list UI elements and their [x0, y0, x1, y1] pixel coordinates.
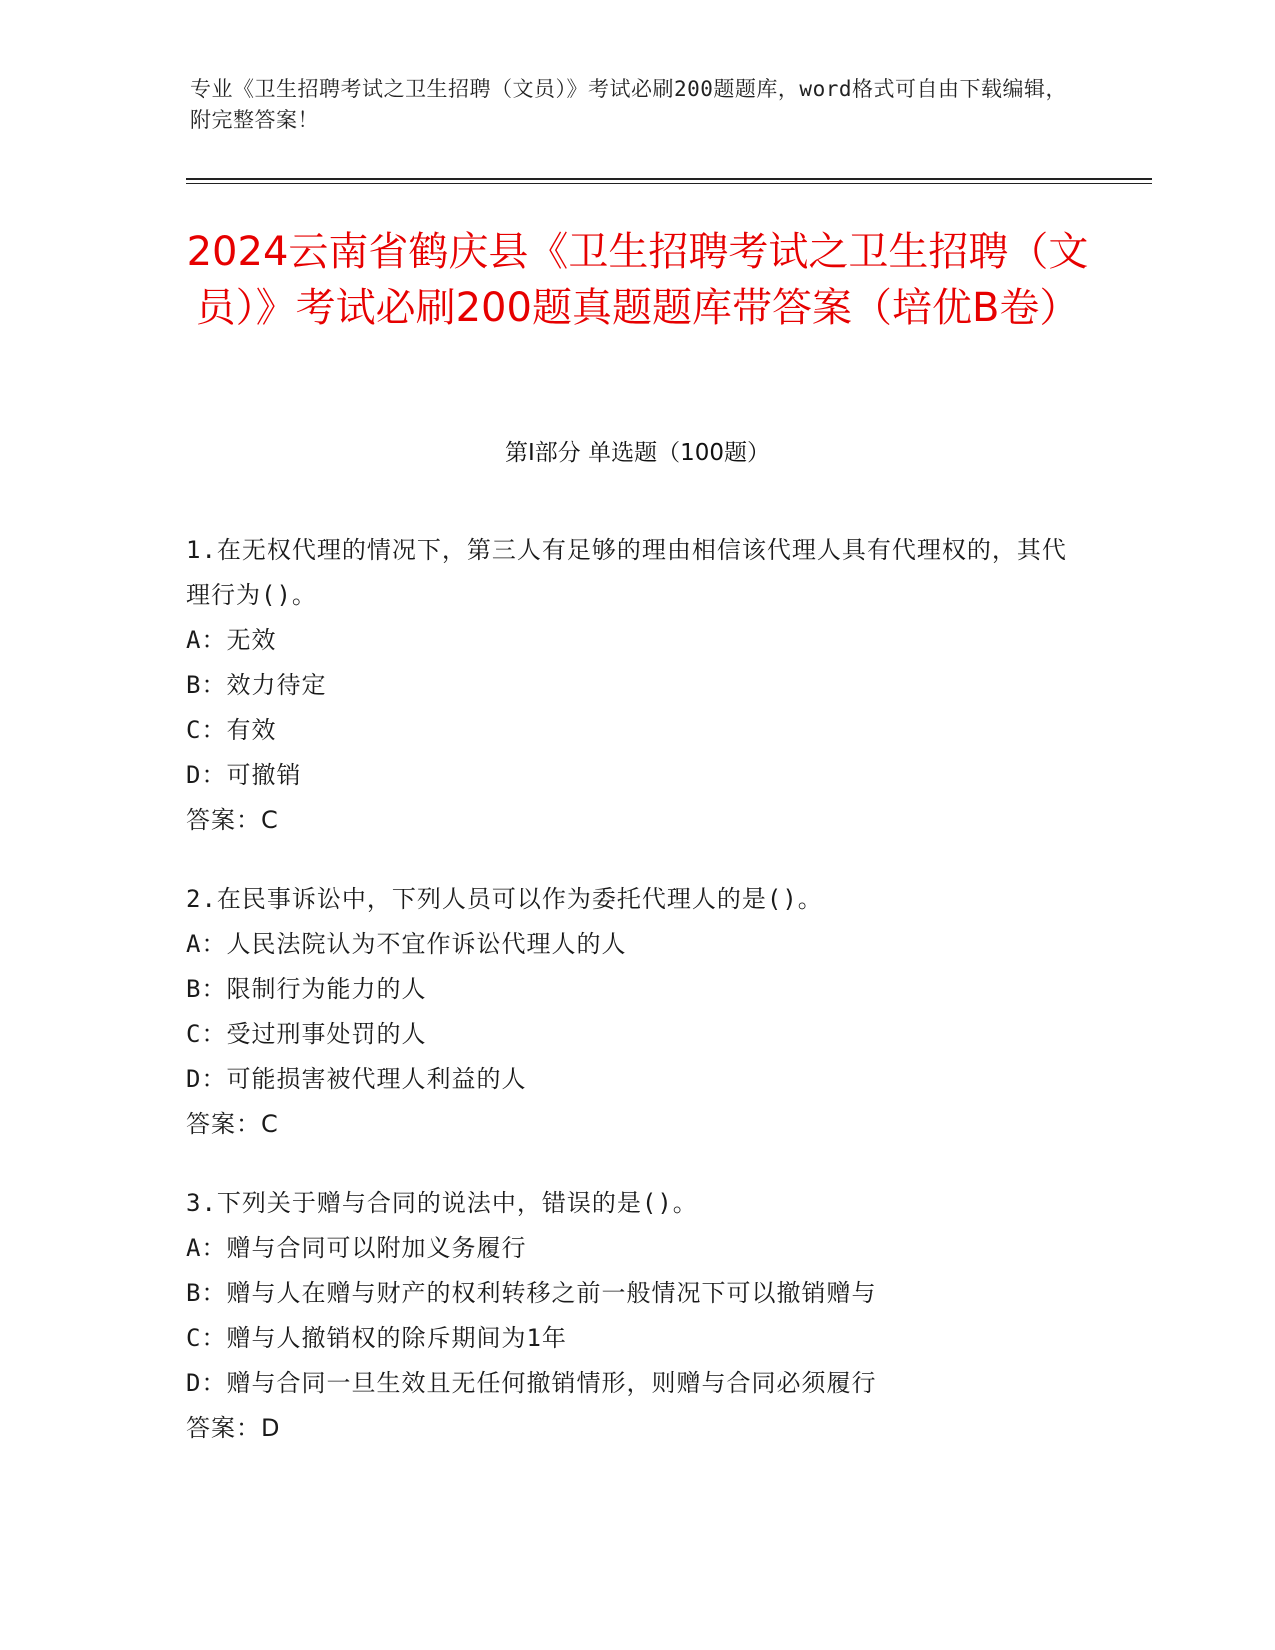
header-note: 专业《卫生招聘考试之卫生招聘（文员）》考试必刷200题题库，word格式可自由下载编辑，附完整答案！: [190, 77, 1067, 132]
question-list: [186, 528, 1086, 1485]
option-d: [186, 753, 1086, 798]
question-3: [186, 1181, 1086, 1451]
option-text: 赠与人撤销权的除斥期间为1年: [226, 1324, 567, 1352]
question-stem: 2.在民事诉讼中，下列人员可以作为委托代理人的是()。: [186, 885, 823, 913]
answer-value: D: [261, 1414, 281, 1442]
section-heading: 第I部分 单选题（100题）: [505, 440, 770, 466]
option-b: [186, 1271, 1086, 1316]
answer-line: [186, 798, 1086, 843]
option-label: C：: [186, 1324, 227, 1352]
option-c: [186, 1012, 1086, 1057]
question-stem: 3.下列关于赠与合同的说法中，错误的是()。: [186, 1189, 698, 1217]
option-text: 赠与合同一旦生效且无任何撤销情形，则赠与合同必须履行: [226, 1369, 877, 1397]
question-2: [186, 877, 1086, 1147]
answer-label: 答案：: [186, 806, 261, 834]
option-text: 限制行为能力的人: [226, 975, 427, 1003]
option-label: C：: [186, 716, 227, 744]
option-label: A：: [186, 626, 227, 654]
option-a: [186, 618, 1086, 663]
option-b: [186, 967, 1086, 1012]
option-label: C：: [186, 1020, 227, 1048]
option-text: 赠与人在赠与财产的权利转移之前一般情况下可以撤销赠与: [226, 1279, 877, 1307]
question-stem: 1.在无权代理的情况下，第三人有足够的理由相信该代理人具有代理权的，其代理行为()。: [186, 536, 1067, 609]
option-label: B：: [186, 1279, 227, 1307]
option-text: 无效: [226, 626, 277, 654]
option-label: B：: [186, 975, 227, 1003]
answer-line: [186, 1102, 1086, 1147]
question-1: [186, 528, 1086, 843]
option-text: 可能损害被代理人利益的人: [226, 1065, 527, 1093]
option-text: 赠与合同可以附加义务履行: [226, 1234, 527, 1262]
option-text: 效力待定: [226, 671, 327, 699]
option-d: [186, 1361, 1086, 1406]
option-d: [186, 1057, 1086, 1102]
option-c: [186, 1316, 1086, 1361]
option-c: [186, 708, 1086, 753]
option-a: [186, 1226, 1086, 1271]
option-text: 受过刑事处罚的人: [226, 1020, 427, 1048]
option-text: 有效: [226, 716, 277, 744]
header-rule-thin: [186, 183, 1152, 184]
option-a: [186, 922, 1086, 967]
option-label: D：: [186, 761, 227, 789]
document-title: 2024云南省鹤庆县《卫生招聘考试之卫生招聘（文员）》考试必刷200题真题题库带答案（培优B卷）: [186, 229, 1089, 331]
option-b: [186, 663, 1086, 708]
header-rule-thick: [186, 178, 1152, 180]
option-label: A：: [186, 930, 227, 958]
option-text: 可撤销: [226, 761, 302, 789]
option-label: D：: [186, 1065, 227, 1093]
answer-label: 答案：: [186, 1414, 261, 1442]
answer-line: [186, 1406, 1086, 1451]
option-text: 人民法院认为不宜作诉讼代理人的人: [226, 930, 627, 958]
answer-value: C: [261, 806, 279, 834]
answer-value: C: [261, 1110, 279, 1138]
option-label: D：: [186, 1369, 227, 1397]
answer-label: 答案：: [186, 1110, 261, 1138]
option-label: A：: [186, 1234, 227, 1262]
option-label: B：: [186, 671, 227, 699]
